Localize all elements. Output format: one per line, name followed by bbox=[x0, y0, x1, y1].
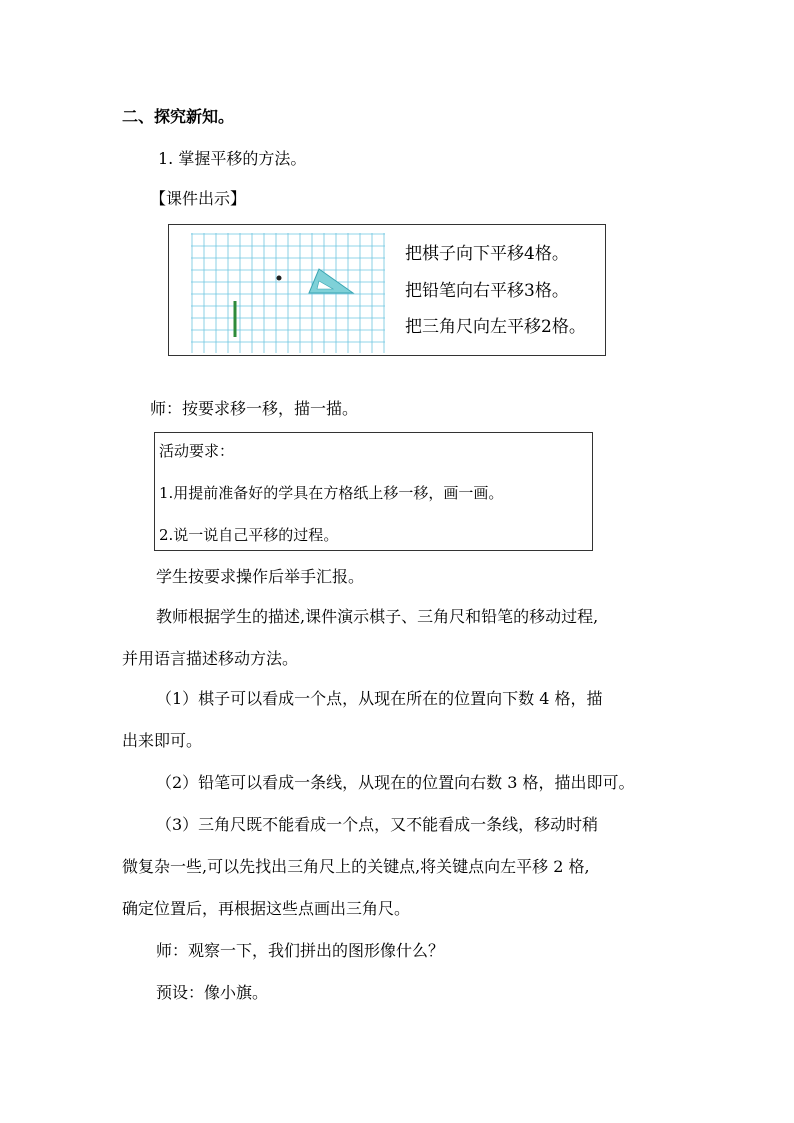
instruction-line: 把三角尺向左平移2格。 bbox=[405, 317, 586, 337]
paragraph: 学生按要求操作后举手汇报。 bbox=[156, 567, 365, 586]
activity-title: 活动要求： bbox=[159, 442, 235, 460]
instruction-line: 把棋子向下平移4格。 bbox=[405, 244, 569, 264]
courseware-figure bbox=[168, 224, 606, 356]
paragraph: 预设：像小旗。 bbox=[156, 983, 269, 1002]
triangle-ruler bbox=[309, 269, 353, 293]
activity-item: 2.说一说自己平移的过程。 bbox=[159, 526, 339, 544]
section-heading: 二、探究新知。 bbox=[122, 107, 235, 126]
teacher-prompt: 师：按要求移一移，描一描。 bbox=[150, 399, 359, 418]
subheading: 1. 掌握平移的方法。 bbox=[158, 149, 307, 168]
list-item: 确定位置后，再根据这些点画出三角尺。 bbox=[122, 899, 411, 918]
list-item: 出来即可。 bbox=[122, 731, 203, 750]
list-item: （3）三角尺既不能看成一个点，又不能看成一条线，移动时稍 bbox=[156, 815, 599, 834]
paragraph: 并用语言描述移动方法。 bbox=[122, 649, 299, 668]
activity-item: 1.用提前准备好的学具在方格纸上移一移，画一画。 bbox=[159, 484, 504, 502]
list-item: （1）棋子可以看成一个点，从现在所在的位置向下数 4 格，描 bbox=[156, 689, 603, 708]
teacher-prompt: 师：观察一下，我们拼出的图形像什么？ bbox=[156, 941, 445, 960]
courseware-label: 【课件出示】 bbox=[150, 189, 247, 208]
list-item: 微复杂一些,可以先找出三角尺上的关键点,将关键点向左平移 2 格, bbox=[122, 857, 590, 876]
paragraph: 教师根据学生的描述,课件演示棋子、三角尺和铅笔的移动过程, bbox=[156, 607, 599, 626]
instruction-line: 把铅笔向右平移3格。 bbox=[405, 281, 569, 301]
list-item: （2）铅笔可以看成一条线，从现在的位置向右数 3 格，描出即可。 bbox=[156, 773, 635, 792]
grid-paper bbox=[191, 233, 385, 353]
chess-piece-dot bbox=[277, 276, 282, 281]
activity-requirements-box bbox=[154, 432, 593, 551]
